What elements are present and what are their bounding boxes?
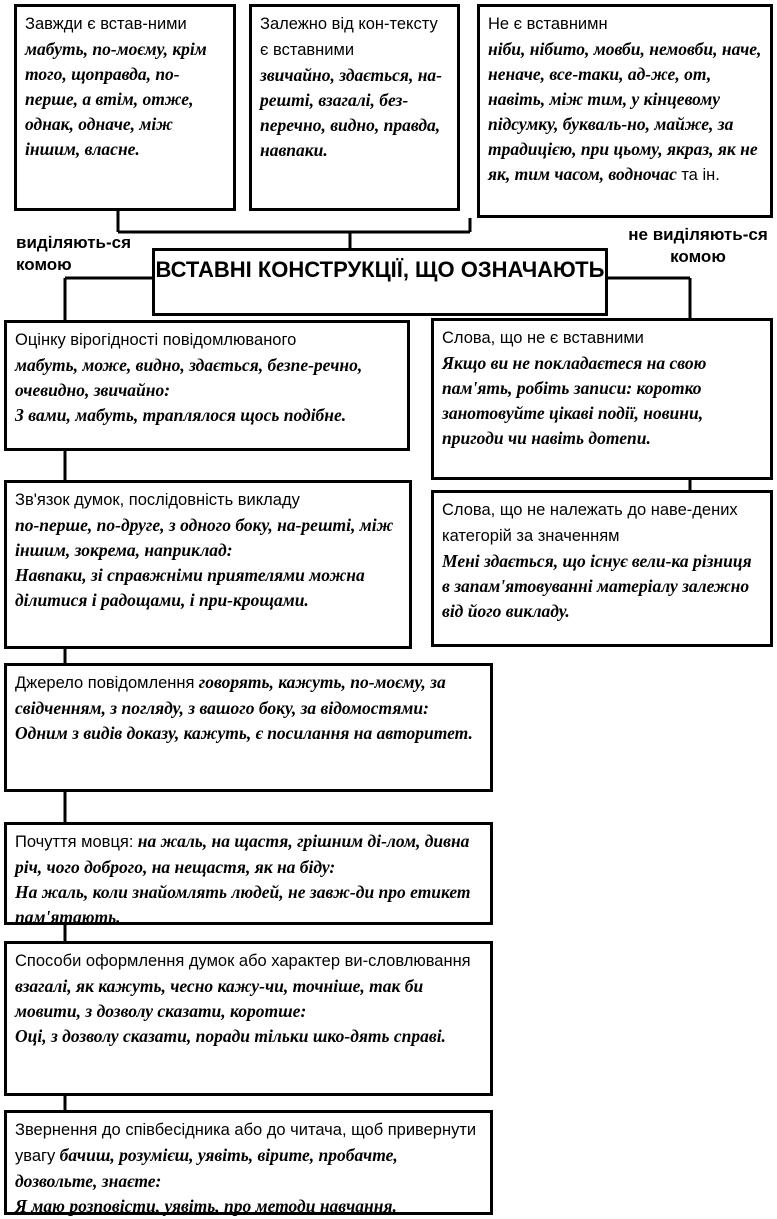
right-box-label: Слова, що не є вставними (442, 329, 644, 347)
left-box-label: Зв'язок думок, послідовність викладу (15, 491, 300, 509)
always-parenthetical-label: Завжди є встав-ними (25, 15, 187, 33)
left-box-example: З вами, мабуть, траплялося щось подібне. (15, 405, 347, 425)
left-box-words: на жаль, на щастя, грішним ді-лом, дивна річ, чого доброго, на нещастя, як на біду: (15, 831, 470, 877)
right-box-example: Мені здається, що існує вели-ка різниця в запам'ятовуванні матеріалу залежно від його викладу. (442, 551, 752, 621)
not-parenthetical-label: Не є вставнимн (488, 15, 608, 33)
main-title-text: ВСТАВНІ КОНСТРУКЦІЇ, ЩО ОЗНАЧАЮТЬ (155, 257, 605, 282)
not-parenthetical-box (477, 4, 773, 218)
always-parenthetical-words: мабуть, по-моєму, крім того, щоправда, по-перше, а втім, отже, однак, одначе, між іншим, власне. (25, 39, 207, 159)
set-off-by-comma-label: виділяють-ся комою (16, 233, 132, 274)
left-box-words: взагалі, як кажуть, чесно кажу-чи, точніше, так би мовити, з дозволу сказати, коротше: (15, 976, 424, 1021)
left-box-source (4, 663, 493, 792)
main-title (152, 248, 608, 316)
left-box-label: Способи оформлення думок або характер ви-словлювання (15, 952, 471, 970)
left-box-example: Я маю розповісти, уявіть, про методи навчання. (15, 1196, 397, 1216)
left-box-words: бачиш, розумієш, уявіть, вірите, пробачте, дозвольте, знаєте: (15, 1145, 398, 1191)
left-box-words: мабуть, може, видно, здається, безпе-речно, очевидно, звичайно: (15, 355, 363, 400)
not-parenthetical-tail: та ін. (681, 166, 720, 184)
left-box-label: Звернення до співбесідника або до читача, щоб привернути увагу (15, 1121, 477, 1165)
right-box-example: Якщо ви не покладаєтеся на свою пам'ять, робіть записи: коротко занотовуйте цікаві події, новини, пригоди чи навіть дотепи. (442, 353, 707, 448)
right-box-non-parenthetical (431, 318, 773, 480)
not-set-off-by-comma-label: не виділяють-ся комою (628, 225, 768, 266)
left-box-example: Оці, з дозволу сказати, поради тільки шко-дять справі. (15, 1026, 446, 1046)
left-box-feelings (4, 822, 493, 925)
left-box-label: Оцінку вірогідності повідомлюваного (15, 331, 297, 349)
context-dependent-words: звичайно, здається, на-решті, взагалі, без-перечно, видно, правда, навпаки. (260, 65, 442, 160)
not-parenthetical-words: ніби, нібито, мовби, немовби, наче, неначе, все-таки, ад-же, от, навіть, між тим, у кінцевому підсумку, букваль-но, майже, за традицією, при цьому, якраз, як не як, тим часом, водночас (488, 39, 762, 184)
left-box-words: по-перше, по-друге, з одного боку, на-решті, між іншим, зокрема, наприклад: (15, 515, 394, 560)
left-box-label: Почуття мовця: (15, 833, 134, 851)
left-box-example: Навпаки, зі справжніми приятелями можна ділитися і радощами, і при-крощами. (15, 565, 365, 610)
left-box-expression-manner (4, 941, 493, 1096)
left-box-words: говорять, кажуть, по-моєму, за свідченням, з погляду, з вашого боку, за відомостями: (15, 672, 446, 718)
right-box-label: Слова, що не належать до наве-дених категорій за значенням (442, 501, 738, 545)
left-box-address (4, 1110, 493, 1215)
left-box-reliability (4, 320, 410, 451)
left-box-label: Джерело повідомлення (15, 674, 195, 692)
always-parenthetical-box (14, 4, 236, 211)
right-box-other-categories (431, 490, 773, 647)
left-box-example: Одним з видів доказу, кажуть, є посилання на авторитет. (15, 723, 473, 743)
context-dependent-box (249, 4, 460, 211)
left-box-connection (4, 480, 412, 649)
context-dependent-label: Залежно від кон-тексту є вставними (260, 15, 438, 59)
left-box-example: На жаль, коли знайомлять людей, не завж-ди про етикет пам'ятають. (15, 882, 471, 927)
